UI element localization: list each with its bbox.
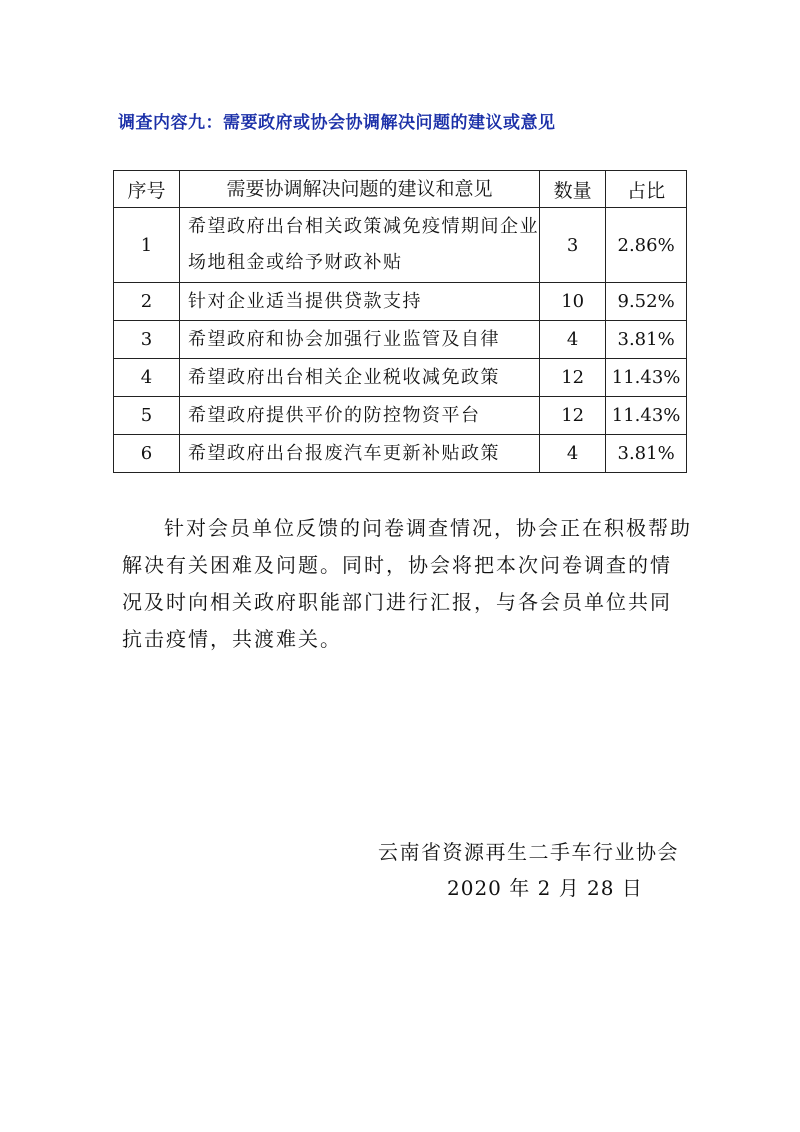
header-count: 数量: [540, 171, 606, 208]
row-index: 2: [114, 283, 180, 321]
body-paragraph: 针对会员单位反馈的问卷调查情况，协会正在积极帮助解决有关困难及问题。同时，协会将把本次问卷调查的情况及时向相关政府职能部门进行汇报，与各会员单位共同抗击疫情，共渡难关。: [122, 516, 692, 651]
row-percent: 11.43%: [606, 359, 687, 397]
row-percent: 2.86%: [606, 208, 687, 283]
table-row: [114, 283, 687, 321]
row-index: 5: [114, 397, 180, 435]
row-index: 6: [114, 435, 180, 473]
row-count: 12: [540, 359, 606, 397]
signature-organization: 云南省资源再生二手车行业协会: [378, 840, 679, 864]
row-suggestion: 针对企业适当提供贷款支持: [180, 283, 540, 321]
row-count: 4: [540, 321, 606, 359]
table-row: [114, 435, 687, 473]
section-title: 调查内容九：需要政府或协会协调解决问题的建议或意见: [118, 113, 556, 133]
table-header-row: [114, 171, 687, 208]
table-row: [114, 321, 687, 359]
row-percent: 3.81%: [606, 321, 687, 359]
survey-table: [113, 170, 687, 473]
header-percent: 占比: [606, 171, 687, 208]
row-suggestion: 希望政府提供平价的防控物资平台: [180, 397, 540, 435]
signature-date: 2020 年 2 月 28 日: [447, 876, 643, 900]
row-suggestion: 希望政府出台相关企业税收减免政策: [180, 359, 540, 397]
row-suggestion: 希望政府和协会加强行业监管及自律: [180, 321, 540, 359]
row-count: 10: [540, 283, 606, 321]
row-percent: 11.43%: [606, 397, 687, 435]
row-index: 3: [114, 321, 180, 359]
row-percent: 9.52%: [606, 283, 687, 321]
row-count: 3: [540, 208, 606, 283]
row-index: 1: [114, 208, 180, 283]
header-suggestion: 需要协调解决问题的建议和意见: [180, 171, 540, 208]
row-suggestion: 希望政府出台相关政策减免疫情期间企业场地租金或给予财政补贴: [180, 208, 540, 283]
row-index: 4: [114, 359, 180, 397]
row-percent: 3.81%: [606, 435, 687, 473]
row-count: 12: [540, 397, 606, 435]
table-row: [114, 397, 687, 435]
row-count: 4: [540, 435, 606, 473]
row-suggestion: 希望政府出台报废汽车更新补贴政策: [180, 435, 540, 473]
table-row: [114, 208, 687, 283]
table-row: [114, 359, 687, 397]
header-index: 序号: [114, 171, 180, 208]
